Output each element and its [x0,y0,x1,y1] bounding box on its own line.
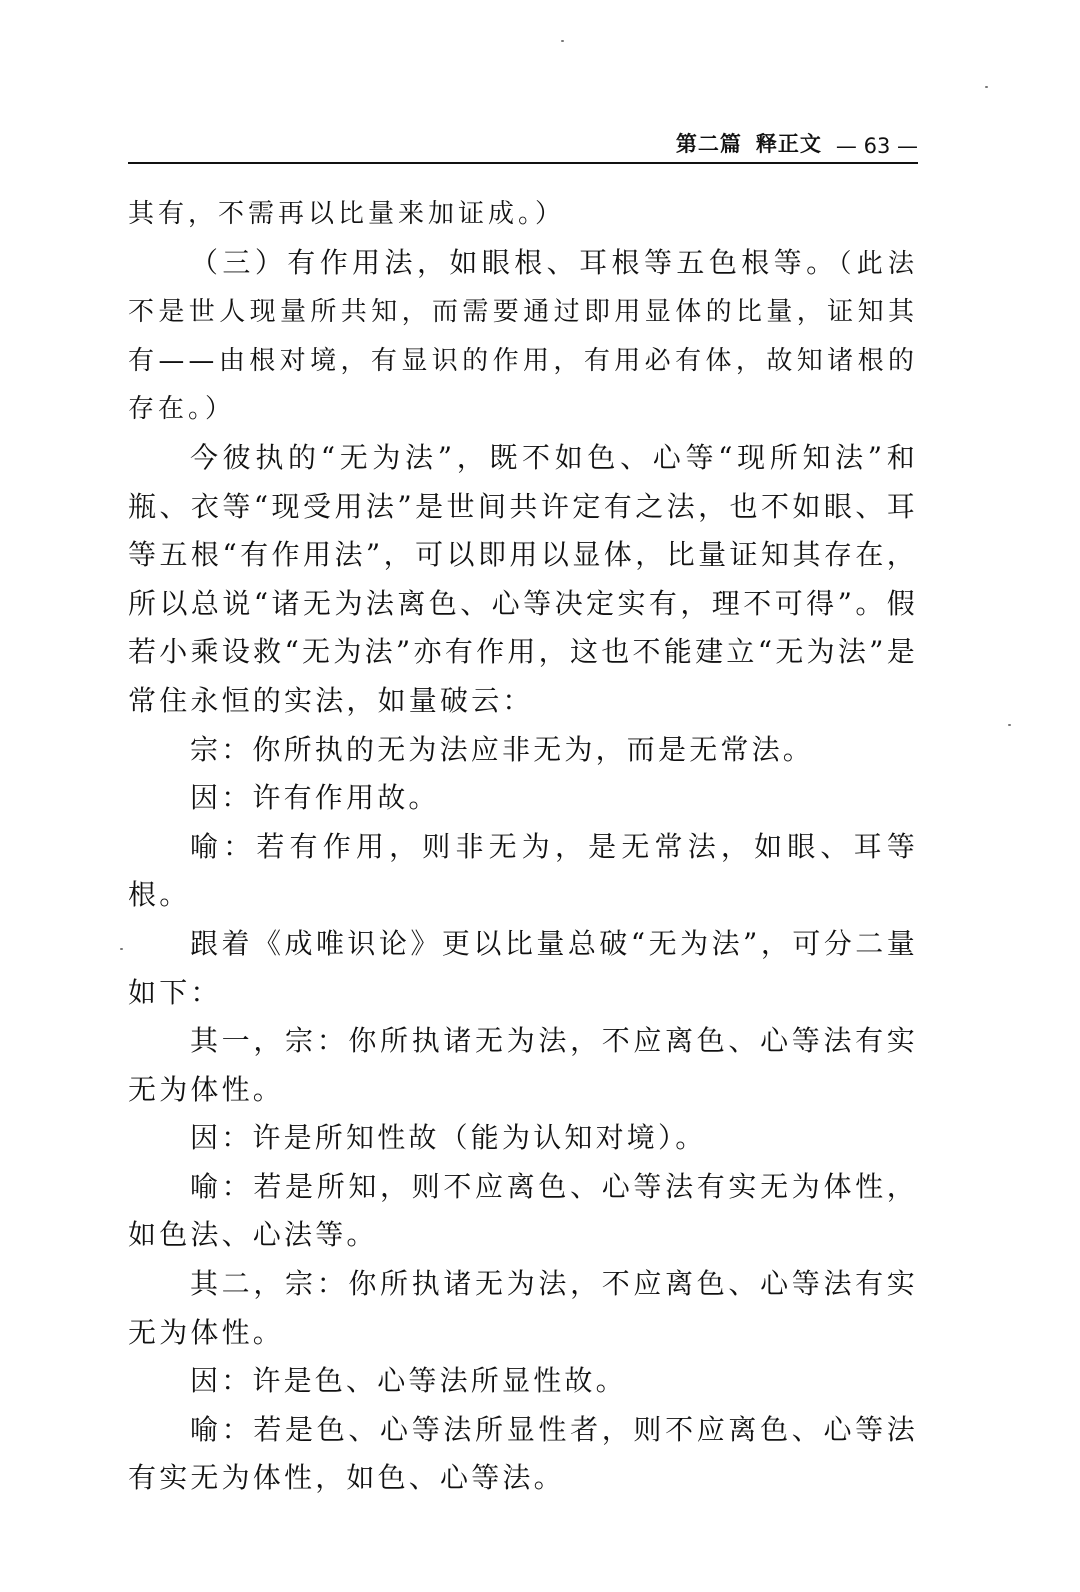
page-number: — 63 — [835,134,918,158]
header-title: 释正文 [755,132,822,156]
running-header [128,124,918,164]
paragraph-intro-two-inferences: 跟着《成唯识论》更以比量总破“无为法”，可分二量如下： [128,926,918,1009]
inference-one-reason: 因：许是所知性故（能为认知对境）。 [190,1121,707,1155]
page-body [128,190,918,1503]
scan-speck [120,948,123,950]
third-category-heading: （三）有作用法，如眼根、耳根等五色根等。 [190,245,839,279]
inference-two-example: 喻：若是色、心等法所显性者，则不应离色、心等法有实无为体性，如色、心等法。 [128,1412,918,1495]
inference-one-thesis: 其一，宗：你所执诸无为法，不应离色、心等法有实无为体性。 [128,1024,918,1106]
syllogism-reason: 因：许有作用故。 [190,781,440,815]
syllogism-thesis: 宗：你所执的无为法应非无为，而是无常法。 [190,732,815,766]
header-section: 第二篇 [675,132,742,156]
syllogism-example: 喻：若有作用，则非无为，是无常法，如眼、耳等根。 [128,829,918,912]
paragraph-argument: 今彼执的“无为法”，既不如色、心等“现所知法”和瓶、衣等“现受用法”是世间共许定有之法，也不如眼、耳等五根“有作用法”，可以即用以显体，比量证知其存在，所以总说“诸无为法离色、心等决定实有，理不可得”。假若小乘设救“无为法”亦有作用，这也不能建立“无为法”是常住永恒的实法，如量破云： [128,440,918,717]
inference-two-reason: 因：许是色、心等法所显性故。 [190,1364,627,1398]
inference-two-thesis: 其二，宗：你所执诸无为法，不应离色、心等法有实无为体性。 [128,1267,918,1349]
paragraph-continued: 其有，不需再以比量来加证成。） [128,199,566,229]
third-category-note: （此法不是世人现量所共知，而需要通过即用显体的比量，证知其有——由根对境，有显识的作用，有用必有体，故知诸根的存在。） [128,248,918,425]
inference-one-example: 喻：若是所知，则不应离色、心等法有实无为体性，如色法、心法等。 [128,1169,918,1252]
scan-speck [1008,724,1011,726]
scan-speck [561,40,564,42]
paragraph-third-category [128,239,918,434]
scan-speck [985,86,988,88]
